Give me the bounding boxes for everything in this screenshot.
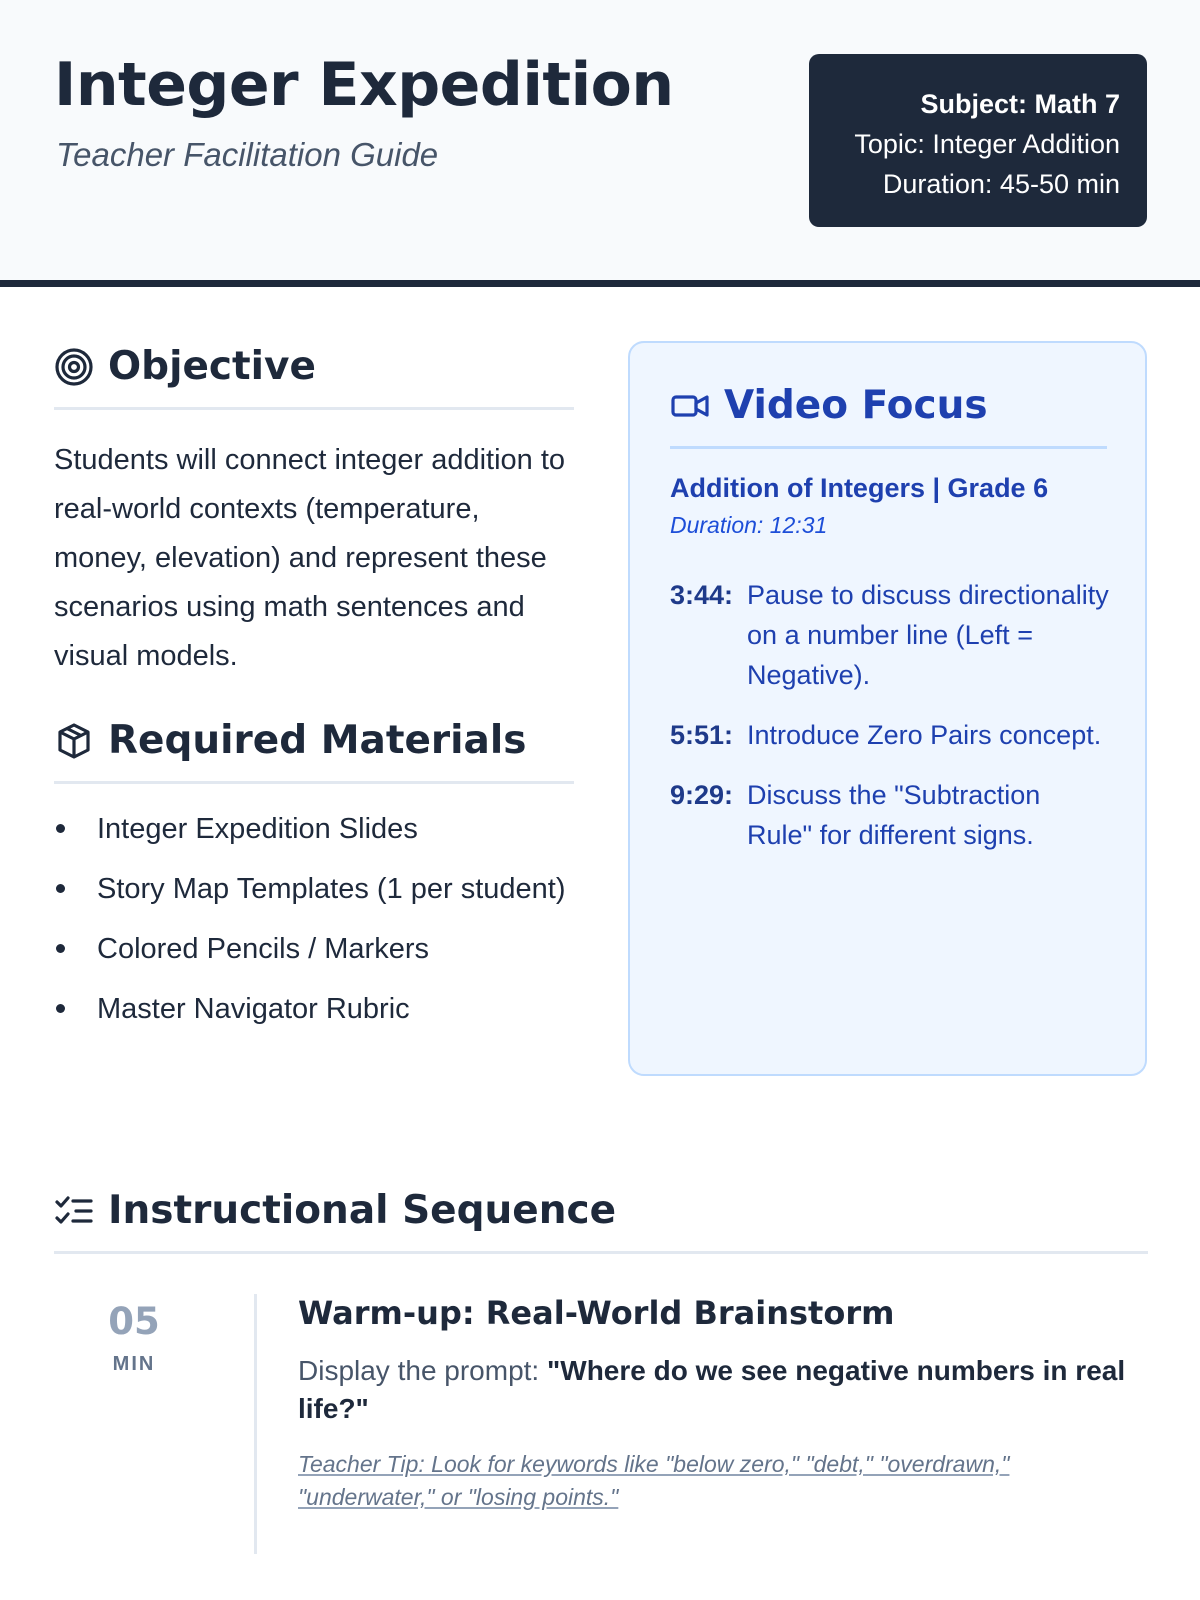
video-focus-heading	[670, 383, 1107, 449]
step-divider	[254, 1294, 257, 1554]
timestamp-time: 3:44:	[670, 580, 734, 610]
step-minutes: 05	[108, 1300, 160, 1343]
timestamp-item	[670, 715, 1110, 755]
step-title: Warm-up: Real-World Brainstorm	[298, 1294, 895, 1332]
step-content	[298, 1294, 1148, 1514]
video-camera-icon	[670, 386, 710, 426]
objective-heading-text: Objective	[108, 344, 316, 389]
materials-heading-text: Required Materials	[108, 718, 527, 763]
sequence-heading-text: Instructional Sequence	[108, 1188, 617, 1233]
timestamp-item	[670, 775, 1110, 855]
step-prompt-question: "Where do we see negative numbers in real life?"	[298, 1355, 1126, 1424]
step-prompt	[298, 1352, 1148, 1428]
box-icon	[54, 721, 94, 761]
video-title: Addition of Integers | Grade 6	[670, 473, 1049, 503]
step-minutes-unit: MIN	[112, 1353, 156, 1375]
timestamp-note: Introduce Zero Pairs concept.	[747, 720, 1102, 750]
material-item-label: Story Map Templates (1 per student)	[97, 873, 566, 905]
video-info	[670, 473, 1110, 539]
video-focus-card	[628, 341, 1147, 1076]
page-title: Integer Expedition	[54, 50, 674, 120]
step-duration	[94, 1300, 174, 1376]
objective-text: Students will connect integer addition to real-world contexts (temperature, money, elevation) and represent these scenarios using math sentences and visual models.	[54, 444, 566, 672]
materials-list	[54, 806, 574, 1046]
list-item	[54, 986, 574, 1033]
objective-heading	[54, 340, 574, 410]
teacher-tip: Teacher Tip: Look for keywords like "below zero," "debt," "overdrawn," "underwater," or "losing points."	[298, 1451, 1010, 1510]
list-item	[54, 926, 574, 973]
timestamp-note: Pause to discuss directionality on a number line (Left = Negative).	[747, 580, 1109, 690]
material-item-label: Colored Pencils / Markers	[97, 933, 429, 965]
materials-heading	[54, 714, 574, 784]
target-icon	[54, 347, 94, 387]
sequence-heading	[54, 1184, 1148, 1254]
duration-label: Duration: 45-50 min	[882, 169, 1120, 199]
topic-label: Topic: Integer Addition	[854, 129, 1120, 159]
video-focus-heading-text: Video Focus	[724, 383, 988, 428]
step-prompt-prefix: Display the prompt:	[298, 1355, 547, 1386]
page-header	[0, 0, 1200, 287]
timestamp-item	[670, 575, 1110, 695]
material-item-label: Integer Expedition Slides	[97, 813, 418, 845]
timestamp-note: Discuss the "Subtraction Rule" for different signs.	[747, 780, 1041, 850]
subject-label: Subject: Math 7	[920, 89, 1120, 119]
material-item-label: Master Navigator Rubric	[97, 993, 410, 1025]
lesson-meta-box	[809, 54, 1147, 227]
checklist-icon	[54, 1191, 94, 1231]
list-item	[54, 866, 574, 913]
timestamp-time: 5:51:	[670, 720, 734, 750]
list-item	[54, 806, 574, 853]
page-subtitle: Teacher Facilitation Guide	[56, 136, 439, 173]
timestamp-list	[670, 575, 1110, 875]
video-duration: Duration: 12:31	[670, 512, 828, 538]
timestamp-time: 9:29:	[670, 780, 734, 810]
